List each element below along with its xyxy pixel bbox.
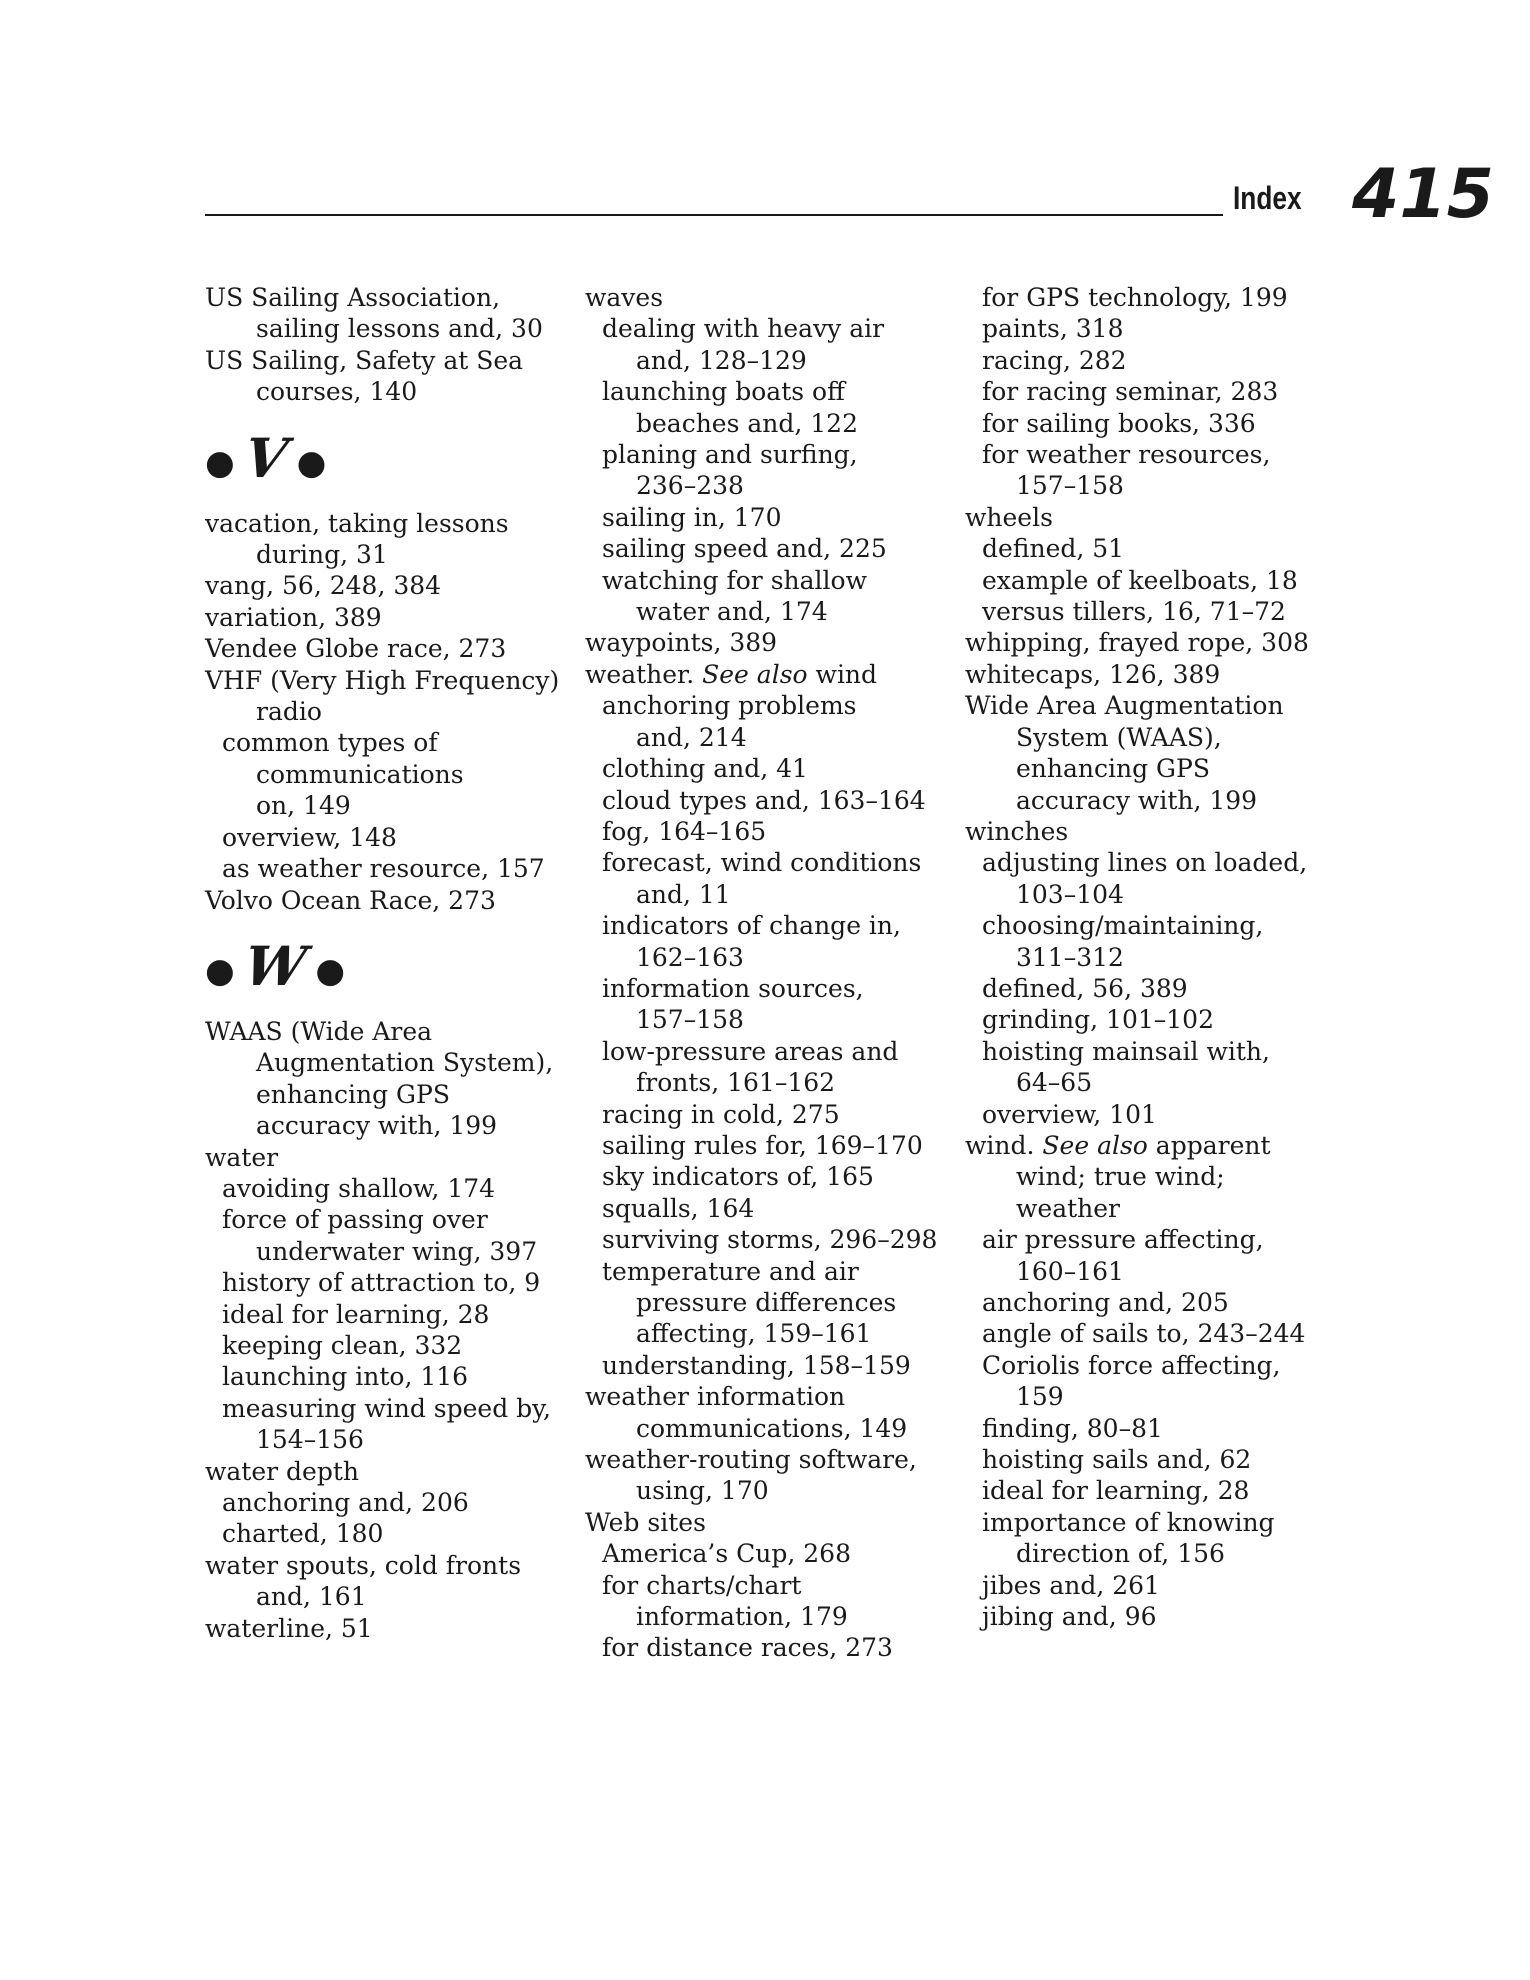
index-subentry: adjusting lines on loaded, 103–104 <box>982 848 1308 909</box>
index-subentry: temperature and air pressure differences affecting, 159–161 <box>602 1256 897 1349</box>
index-subentry: ideal for learning, 28 <box>982 1476 1250 1506</box>
index-subentry: forecast, wind conditions and, 11 <box>602 848 922 909</box>
index-subentry: sky indicators of, 165 <box>602 1162 874 1192</box>
index-entry: VHF (Very High Frequency) radio <box>205 665 560 727</box>
index-subentry: as weather resource, 157 <box>222 854 545 884</box>
index-entry: US Sailing Association, sailing lessons and, 30 <box>205 283 543 344</box>
index-subentry: overview, 101 <box>982 1099 1157 1129</box>
index-entry: vang, 56, 248, 384 <box>205 571 442 601</box>
index-subentry: common types of communications on, 149 <box>222 728 464 821</box>
index-subentry: fog, 164–165 <box>602 816 767 846</box>
index-subentry: jibes and, 261 <box>982 1570 1160 1600</box>
index-entry: weather-routing software, using, 170 <box>585 1445 917 1506</box>
index-subentry: indicators of change in, 162–163 <box>602 911 901 972</box>
index-subentry: example of keelboats, 18 <box>982 565 1298 595</box>
index-entry: Vendee Globe race, 273 <box>205 634 507 664</box>
index-subentry: low-pressure areas and fronts, 161–162 <box>602 1036 899 1098</box>
index-subentry: versus tillers, 16, 71–72 <box>982 597 1286 627</box>
running-head: Index <box>1233 180 1302 216</box>
index-entry: variation, 389 <box>205 602 382 632</box>
index-entry: wind. See also apparent wind; true wind; weather <box>965 1130 1271 1223</box>
index-subentry: anchoring and, 206 <box>222 1488 469 1517</box>
index-subentry: racing, 282 <box>982 345 1127 375</box>
index-subentry: hoisting sails and, 62 <box>982 1445 1252 1475</box>
index-subentry: keeping clean, 332 <box>222 1330 463 1360</box>
index-subentry: finding, 80–81 <box>982 1413 1163 1443</box>
index-subentry: for racing seminar, 283 <box>982 377 1279 407</box>
index-subentry: jibing and, 96 <box>982 1602 1157 1632</box>
index-subentry: understanding, 158–159 <box>602 1350 911 1380</box>
letter-heading: ● W ● <box>205 933 345 998</box>
index-subentry: history of attraction to, 9 <box>222 1268 541 1298</box>
index-entry: waves <box>585 283 664 312</box>
index-subentry: for distance races, 273 <box>602 1633 893 1663</box>
index-subentry: racing in cold, 275 <box>602 1099 840 1129</box>
index-entry: US Sailing, Safety at Sea courses, 140 <box>205 345 524 407</box>
index-entry: vacation, taking lessons during, 31 <box>205 508 509 570</box>
index-subentry: ideal for learning, 28 <box>222 1299 490 1329</box>
index-entry: Volvo Ocean Race, 273 <box>205 885 496 915</box>
index-subentry: for sailing books, 336 <box>982 408 1256 438</box>
header-rule <box>205 214 1223 216</box>
index-entry: water <box>205 1142 279 1172</box>
index-subentry: air pressure affecting, 160–161 <box>982 1225 1264 1286</box>
index-column-1 <box>205 282 575 1644</box>
index-subentry: defined, 56, 389 <box>982 973 1188 1003</box>
index-entry: waypoints, 389 <box>585 628 778 658</box>
index-subentry: sailing rules for, 169–170 <box>602 1130 923 1160</box>
index-entry: weather information communications, 149 <box>585 1382 908 1443</box>
index-subentry: for weather resources, 157–158 <box>982 440 1271 501</box>
index-column-3 <box>965 282 1315 1632</box>
index-subentry: planing and surfing, 236–238 <box>602 440 858 501</box>
see-also-label: See also <box>702 659 808 689</box>
index-subentry: for GPS technology, 199 <box>982 283 1288 312</box>
index-entry: weather. See also wind <box>585 659 878 689</box>
page-number: 415 <box>1352 155 1494 234</box>
index-subentry: information sources, 157–158 <box>602 973 864 1035</box>
index-subentry: hoisting mainsail with, 64–65 <box>982 1036 1270 1098</box>
letter-heading: ● V ● <box>205 425 327 490</box>
index-subentry: Coriolis force affecting, 159 <box>982 1350 1281 1412</box>
index-subentry: America’s Cup, 268 <box>602 1539 851 1569</box>
index-subentry: choosing/maintaining, 311–312 <box>982 911 1264 972</box>
index-subentry: for charts/chart information, 179 <box>602 1570 848 1632</box>
index-subentry: surviving storms, 296–298 <box>602 1225 938 1255</box>
index-subentry: defined, 51 <box>982 534 1125 564</box>
index-subentry: charted, 180 <box>222 1519 384 1549</box>
index-subentry: measuring wind speed by, 154–156 <box>222 1393 551 1455</box>
index-subentry: anchoring and, 205 <box>982 1288 1229 1317</box>
index-subentry: avoiding shallow, 174 <box>222 1173 496 1203</box>
index-subentry: importance of knowing direction of, 156 <box>982 1507 1275 1569</box>
index-subentry: sailing in, 170 <box>602 502 782 532</box>
index-subentry: angle of sails to, 243–244 <box>982 1319 1306 1349</box>
index-entry: water spouts, cold fronts and, 161 <box>205 1550 522 1612</box>
index-entry: whitecaps, 126, 389 <box>965 659 1221 689</box>
index-subentry: cloud types and, 163–164 <box>602 785 926 815</box>
index-subentry: grinding, 101–102 <box>982 1005 1214 1035</box>
index-entry: waterline, 51 <box>205 1613 373 1643</box>
index-subentry: dealing with heavy air and, 128–129 <box>602 314 885 375</box>
index-entry: wheels <box>965 502 1053 532</box>
index-entry: whipping, frayed rope, 308 <box>965 628 1309 658</box>
index-subentry: sailing speed and, 225 <box>602 534 887 564</box>
index-subentry: launching into, 116 <box>222 1362 469 1392</box>
index-subentry: launching boats off beaches and, 122 <box>602 377 858 438</box>
index-entry: winches <box>965 816 1069 846</box>
see-also-label: See also <box>1042 1130 1148 1160</box>
index-subentry: anchoring problems and, 214 <box>602 691 857 752</box>
index-subentry: overview, 148 <box>222 822 397 852</box>
index-subentry: force of passing over underwater wing, 397 <box>222 1205 538 1266</box>
index-column-2 <box>585 282 955 1664</box>
index-entry: Web sites <box>585 1507 706 1537</box>
index-entry: water depth <box>205 1456 359 1486</box>
index-subentry: clothing and, 41 <box>602 754 808 784</box>
index-subentry: squalls, 164 <box>602 1193 755 1223</box>
index-entry: Wide Area Augmentation System (WAAS), enhancing GPS accuracy with, 199 <box>965 691 1284 815</box>
index-subentry: watching for shallow water and, 174 <box>602 565 867 627</box>
index-subentry: paints, 318 <box>982 314 1124 344</box>
index-entry: WAAS (Wide Area Augmentation System), enhancing GPS accuracy with, 199 <box>205 1016 554 1141</box>
